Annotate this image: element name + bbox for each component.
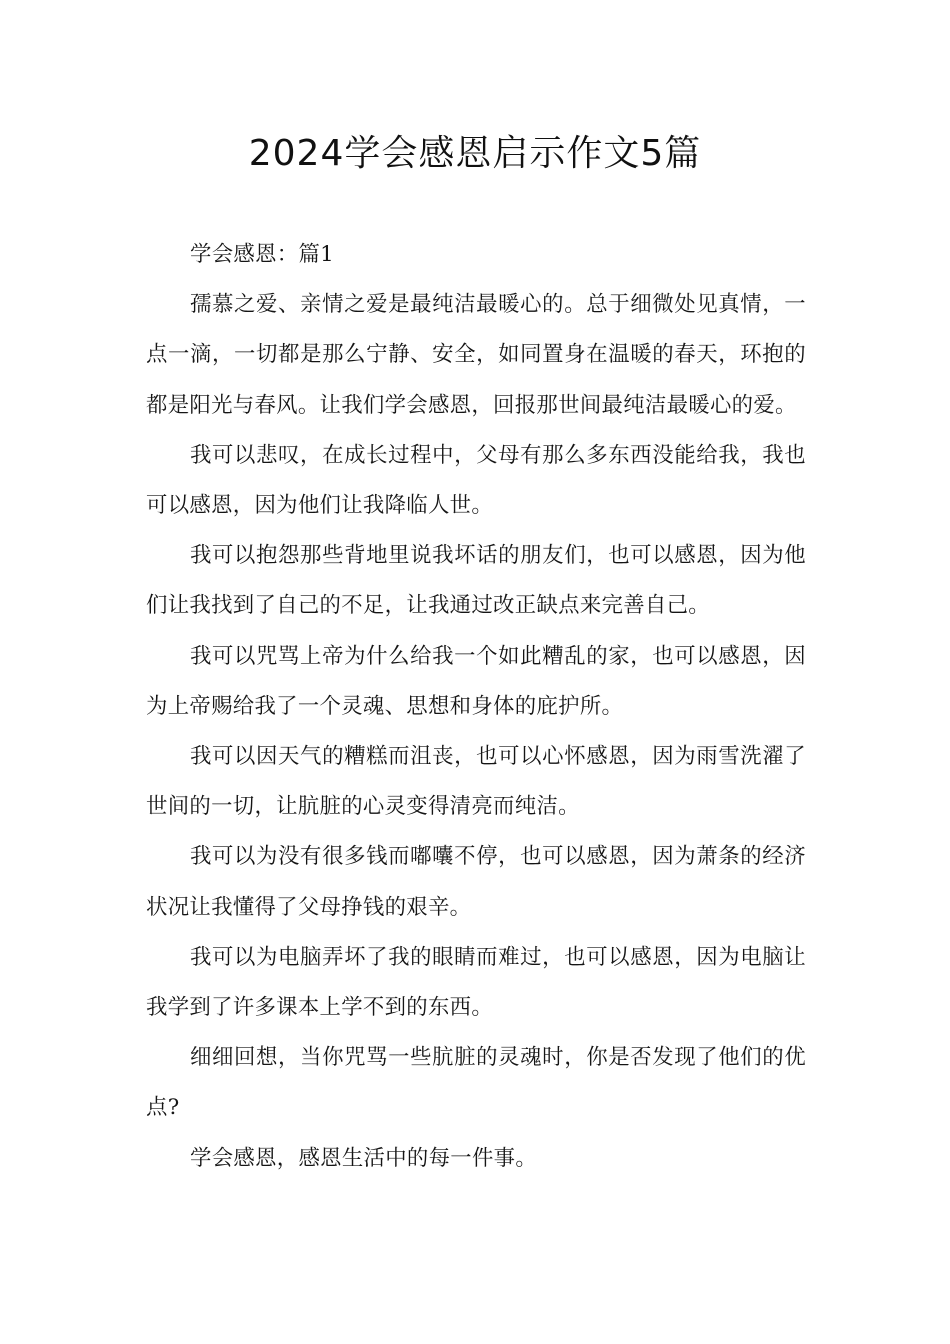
paragraph: 我可以因天气的糟糕而沮丧，也可以心怀感恩，因为雨雪洗濯了世间的一切，让肮脏的心灵变得清亮而纯洁。 <box>146 744 806 820</box>
paragraph: 我可以悲叹，在成长过程中，父母有那么多东西没能给我，我也可以感恩，因为他们让我降临人世。 <box>146 442 806 519</box>
paragraph: 孺慕之爱、亲情之爱是最纯洁最暖心的。总于细微处见真情，一点一滴，一切都是那么宁静、安全，如同置身在温暖的春天，环抱的都是阳光与春风。让我们学会感恩，回报那世间最纯洁最暖心的爱。 <box>146 292 806 418</box>
paragraph: 细细回想，当你咒骂一些肮脏的灵魂时，你是否发现了他们的优点? <box>146 1045 806 1121</box>
document-title: 2024学会感恩启示作文5篇 <box>248 133 702 174</box>
paragraph: 学会感恩，感恩生活中的每一件事。 <box>190 1145 538 1171</box>
paragraph: 我可以为没有很多钱而嘟囔不停，也可以感恩，因为萧条的经济状况让我懂得了父母挣钱的艰辛。 <box>146 844 806 920</box>
document-body <box>146 230 806 1184</box>
paragraph: 我可以为电脑弄坏了我的眼睛而难过，也可以感恩，因为电脑让我学到了许多课本上学不到的东西。 <box>146 944 806 1021</box>
paragraph: 我可以抱怨那些背地里说我坏话的朋友们，也可以感恩，因为他们让我找到了自己的不足，让我通过改正缺点来完善自己。 <box>146 543 806 619</box>
paragraph: 我可以咒骂上帝为什么给我一个如此糟乱的家，也可以感恩，因为上帝赐给我了一个灵魂、思想和身体的庇护所。 <box>146 643 806 719</box>
section-heading: 学会感恩：篇1 <box>190 242 335 267</box>
